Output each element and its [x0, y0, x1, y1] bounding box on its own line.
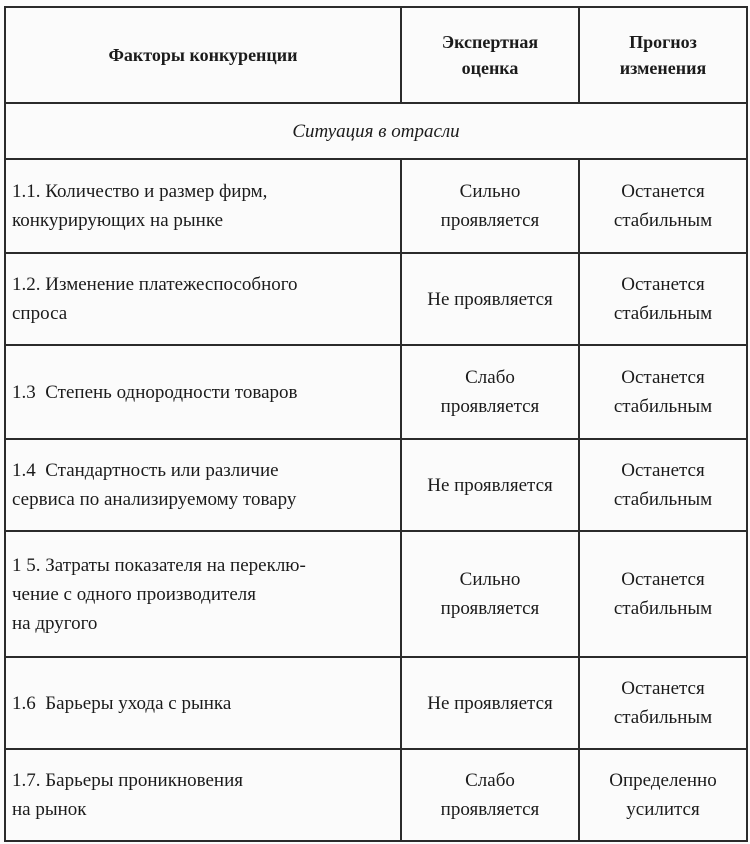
factor-line: 1.3 Степень однородности товаров	[12, 381, 298, 403]
header-factors	[5, 7, 401, 103]
forecast-cell	[579, 749, 747, 841]
table-row	[5, 345, 747, 439]
assessment-cell	[401, 345, 579, 439]
header-expert-assessment	[401, 7, 579, 103]
header-expert-line2: оценка	[461, 58, 519, 78]
forecast-cell	[579, 253, 747, 345]
forecast-line: Останется	[621, 460, 705, 481]
forecast-line: стабильным	[613, 707, 713, 728]
forecast-cell	[579, 439, 747, 531]
forecast-line: стабильным	[613, 489, 713, 510]
factor-cell	[5, 345, 401, 439]
assessment-cell	[401, 159, 579, 253]
assessment-line: проявляется	[440, 598, 540, 619]
forecast-line: усилится	[626, 799, 700, 820]
factor-cell	[5, 439, 401, 531]
assessment-cell	[401, 253, 579, 345]
assessment-cell	[401, 531, 579, 657]
factor-cell	[5, 657, 401, 749]
forecast-line: Останется	[621, 274, 705, 295]
factor-line: 1.2. Изменение платежеспособного	[12, 274, 298, 295]
assessment-line: Сильно	[459, 181, 521, 202]
factor-line: спроса	[12, 303, 68, 324]
factor-line: на рынок	[12, 799, 87, 820]
forecast-line: Останется	[621, 569, 705, 590]
factor-cell	[5, 749, 401, 841]
factor-line: 1.4 Стандартность или различие	[12, 460, 279, 481]
header-forecast-line2: изменения	[619, 58, 707, 78]
table-row	[5, 253, 747, 345]
forecast-line: Останется	[621, 181, 705, 202]
forecast-cell	[579, 531, 747, 657]
table-header-row	[5, 7, 747, 103]
assessment-cell	[401, 439, 579, 531]
assessment-line: Слабо	[465, 770, 515, 791]
assessment-line: проявляется	[440, 799, 540, 820]
assessment-line: Сильно	[459, 569, 521, 590]
forecast-cell	[579, 657, 747, 749]
forecast-line: Останется	[621, 367, 705, 388]
factor-line: сервиса по анализируемому товару	[12, 489, 297, 510]
competition-factors-table	[4, 6, 748, 842]
assessment-line: Не проявляется	[427, 288, 553, 310]
forecast-line: стабильным	[613, 303, 713, 324]
factor-line: на другого	[12, 612, 98, 634]
factor-line: 1.6 Барьеры ухода с рынка	[12, 692, 232, 714]
table-row	[5, 531, 747, 657]
header-factors-label: Факторы конкуренции	[108, 45, 298, 65]
assessment-line: Не проявляется	[427, 692, 553, 714]
table-row	[5, 749, 747, 841]
forecast-cell	[579, 159, 747, 253]
assessment-cell	[401, 749, 579, 841]
table-row	[5, 439, 747, 531]
factor-cell	[5, 531, 401, 657]
table-row	[5, 657, 747, 749]
table-row	[5, 159, 747, 253]
assessment-line: проявляется	[440, 210, 540, 231]
assessment-cell	[401, 657, 579, 749]
forecast-cell	[579, 345, 747, 439]
forecast-line: стабильным	[613, 396, 713, 417]
factor-line: 1.1. Количество и размер фирм,	[12, 181, 268, 202]
section-row	[5, 103, 747, 159]
forecast-line: Останется	[621, 678, 705, 699]
assessment-line: Не проявляется	[427, 474, 553, 496]
header-expert-line1: Экспертная	[441, 32, 539, 52]
section-title: Ситуация в отрасли	[5, 103, 747, 159]
header-forecast-line1: Прогноз	[629, 32, 697, 52]
factor-line: 1.7. Барьеры проникновения	[12, 770, 243, 791]
header-forecast	[579, 7, 747, 103]
factor-cell	[5, 253, 401, 345]
factor-cell	[5, 159, 401, 253]
assessment-line: Слабо	[465, 367, 515, 388]
forecast-line: Определенно	[609, 770, 717, 791]
factor-line: конкурирующих на рынке	[12, 210, 224, 231]
forecast-line: стабильным	[613, 210, 713, 231]
factor-line: 1 5. Затраты показателя на переклю-	[12, 554, 306, 576]
factor-line: чение с одного производителя	[12, 583, 256, 605]
forecast-line: стабильным	[613, 598, 713, 619]
assessment-line: проявляется	[440, 396, 540, 417]
